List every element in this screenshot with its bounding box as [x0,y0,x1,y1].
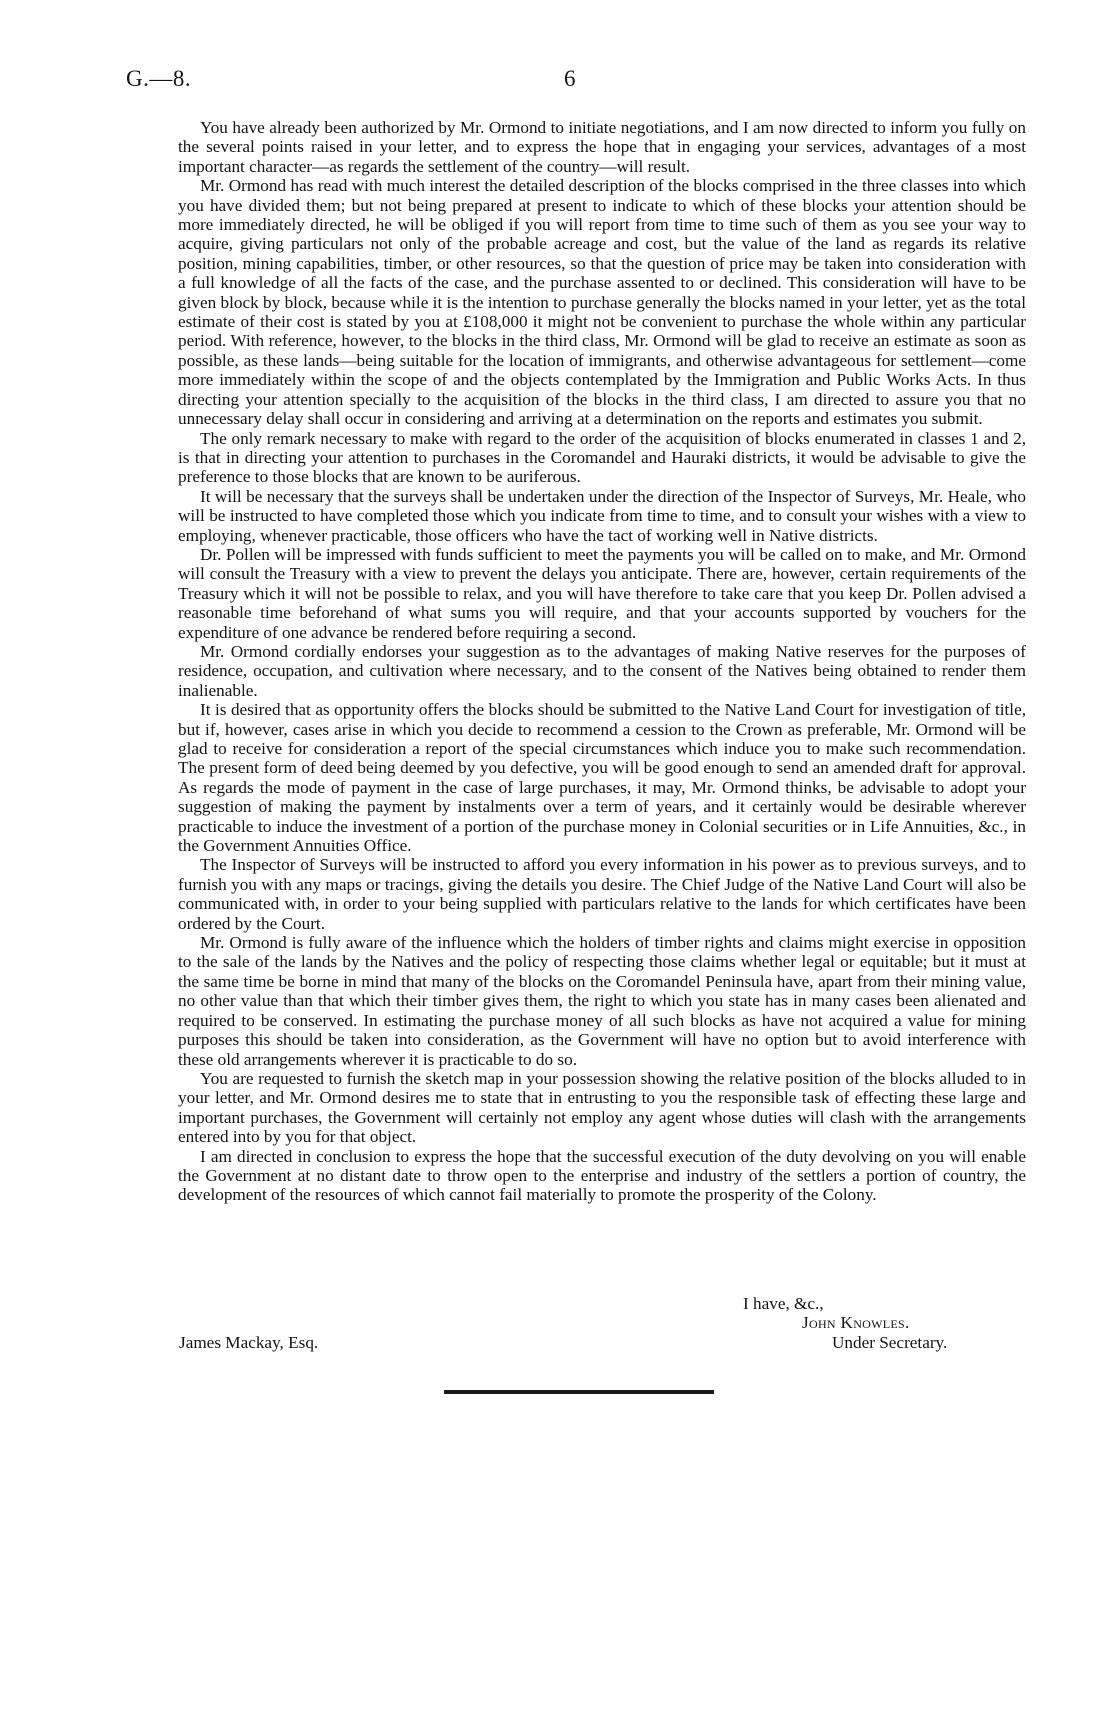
document-reference: G.—8. [126,66,192,91]
paragraph: The only remark necessary to make with regard to the order of the acquisition of blocks enumerated in classes 1 and 2, is that in directing your attention to purchases in the Coromandel and Hauraki districts, it would be advisable to give the preference to those blocks that are known to be auriferous. [178,428,1026,487]
paragraph: You have already been authorized by Mr. Ormond to initiate negotiations, and I am now directed to inform you fully on the several points raised in your letter, and to express the hope that in engaging your services, advantages of a most important character—as regards the settlement of the country—will result. [178,118,1026,176]
paragraph: I am directed in conclusion to express the hope that the successful execution of the duty devolving on you will enable the Government at no distant date to throw open to the enterprise and industry of the settlers a portion of country, the development of the resources of which cannot fail materially to promote the prosperity of the Colony. [178,1146,1026,1205]
paragraph: It will be necessary that the surveys shall be undertaken under the direction of the Inspector of Surveys, Mr. Heale, who will be instructed to have completed those which you indicate from time to time, and to consult your wishes with a view to employing, whenever practicable, those officers who have the tact of working well in Native districts. [178,486,1026,545]
signatory-title: Under Secretary. [832,1333,948,1352]
paragraph: Mr. Ormond cordially endorses your suggestion as to the advantages of making Native reserves for the purposes of residence, occupation, and cultivation where necessary, and to the consent of the Natives being obtained to render them inalienable. [178,641,1026,700]
paragraph: Dr. Pollen will be impressed with funds sufficient to meet the payments you will be called on to make, and Mr. Ormond will consult the Treasury with a view to prevent the delays you anticipate. There are, however, certain requirements of the Treasury which it will not be possible to relax, and you will have therefore to take care that you keep Dr. Pollen advised a reasonable time beforehand of what sums you will require, and that your accounts supported by vouchers for the expenditure of one advance be rendered before requiring a second. [178,544,1026,642]
signatory-name: John Knowles. [802,1313,910,1332]
letter-body [178,118,1026,1205]
paragraph: Mr. Ormond is fully aware of the influence which the holders of timber rights and claims might exercise in opposition to the sale of the lands by the Natives and the policy of respecting those claims whether legal or equitable; but it must at the same time be borne in mind that many of the blocks on the Coromandel Peninsula have, apart from their mining value, no other value than that which their timber gives them, the right to which you state has in many cases been alienated and required to be conserved. In estimating the purchase money of all such blocks as have not acquired a value for mining purposes this should be taken into consideration, as the Government will have no option but to avoid interference with these old arrangements wherever it is practicable to do so. [178,933,1026,1069]
addressee: James Mackay, Esq. [179,1333,319,1352]
paragraph: Mr. Ormond has read with much interest the detailed description of the blocks comprised in the three classes into which you have divided them; but not being prepared at present to indicate to which of these blocks your attention should be more immediately directed, he will be obliged if you will report from time to time such of them as you see your way to acquire, giving particulars not only of the probable acreage and cost, but the value of the land as regards its relative position, mining capabilities, timber, or other resources, so that the question of price may be taken into consideration with a full knowledge of all the facts of the case, and the purchase assented to or declined. This consideration will have to be given block by block, because while it is the intention to purchase generally the blocks named in your letter, yet as the total estimate of their cost is stated by you at £108,000 it might not be convenient to purchase the whole within any particular period. With reference, however, to the blocks in the third class, Mr. Ormond will be glad to receive an estimate as soon as possible, as these lands—being suitable for the location of immigrants, and otherwise advantageous for settlement—come more immediately within the scope of and the objects contemplated by the Immigration and Public Works Acts. In thus directing your attention specially to the acquisition of the blocks in the third class, I am directed to assure you that no unnecessary delay shall occur in considering and arriving at a determination on the reports and estimates you submit. [178,176,1026,429]
page-number: 6 [564,66,576,91]
closing-line: I have, &c., [743,1294,824,1313]
paragraph: It is desired that as opportunity offers the blocks should be submitted to the Native Land Court for investigation of title, but if, however, cases arise in which you decide to recommend a cession to the Crown as preferable, Mr. Ormond will be glad to receive for consideration a report of the special circumstances which induce you to make such recommendation. The present form of deed being deemed by you defective, you will be good enough to send an amended draft for approval. As regards the mode of payment in the case of large purchases, it may, Mr. Ormond thinks, be advisable to adopt your suggestion of making the payment by instalments over a term of years, and it certainly would be desirable wherever practicable to induce the investment of a portion of the purchase money in Colonial securities or in Life Annuities, &c., in the Government Annuities Office. [178,700,1026,856]
paragraph: You are requested to furnish the sketch map in your possession showing the relative position of the blocks alluded to in your letter, and Mr. Ormond desires me to state that in entrusting to you the responsible task of effecting these large and important purchases, the Government will certainly not employ any agent whose duties will clash with the arrangements entered into by you for that object. [178,1068,1026,1147]
divider-rule [444,1390,714,1394]
paragraph: The Inspector of Surveys will be instructed to afford you every information in his power as to previous surveys, and to furnish you with any maps or tracings, giving the details you desire. The Chief Judge of the Native Land Court will also be communicated with, in order to your being supplied with particulars relative to the lands for which certificates have been ordered by the Court. [178,855,1026,933]
